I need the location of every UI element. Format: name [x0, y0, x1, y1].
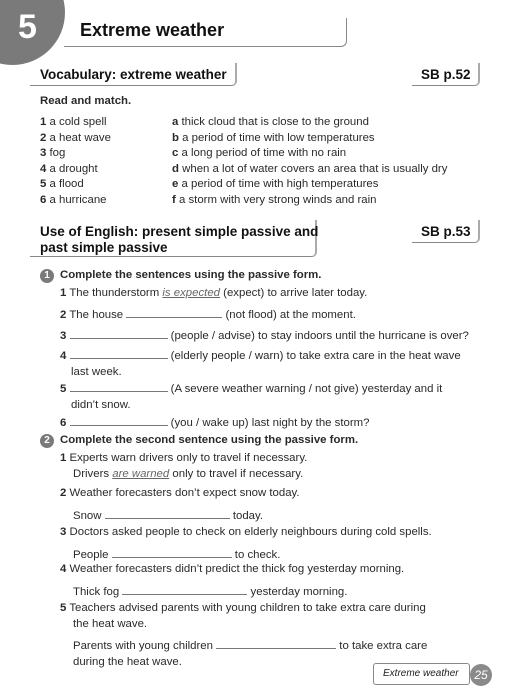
list-item: e a period of time with high temperatures	[172, 178, 379, 190]
ex1-item-3: 3 (people / advise) to stay indoors until the hurricane is over?	[60, 327, 469, 345]
list-item: d when a lot of water covers an area that is usually dry	[172, 162, 448, 175]
list-item: b a period of time with low temperatures	[172, 131, 375, 144]
ex1-item-6: 6 (you / wake up) last night by the storm?	[60, 414, 369, 432]
answer-blank[interactable]	[122, 583, 247, 595]
vocab-instruction: Read and match.	[40, 95, 132, 107]
list-item: 4 a drought	[40, 162, 98, 175]
exercise-2-number: 2	[40, 434, 54, 448]
vocab-heading: Vocabulary: extreme weather	[40, 67, 227, 82]
page-number: 25	[470, 664, 492, 686]
list-item: c a long period of time with no rain	[172, 147, 347, 159]
exercise-2-instruction: Complete the second sentence using the passive form.	[60, 434, 359, 446]
list-item: 2 a heat wave	[40, 131, 111, 144]
ex1-item-1: 1 The thunderstorm is expected (expect) to arrive later today.	[60, 287, 368, 299]
answer-blank[interactable]	[70, 414, 168, 426]
list-item: 3 fog	[40, 147, 66, 159]
answer-blank[interactable]	[216, 637, 336, 649]
vocab-right-list	[172, 115, 447, 208]
list-item: a thick cloud that is close to the ground	[172, 116, 369, 128]
vocab-sb-ref: SB p.52	[421, 67, 471, 82]
ex1-item-5: 5 (A severe weather warning / not give) yesterday and it didn’t snow.	[60, 380, 442, 413]
answer-blank[interactable]	[70, 347, 168, 359]
ex2-item-3: 3 Doctors asked people to check on elderly neighbours during cold spells. People to check.	[60, 526, 432, 561]
unit-number: 5	[18, 8, 37, 46]
answer-text: is expected	[162, 287, 221, 299]
answer-blank[interactable]	[126, 306, 222, 318]
ex2-item-5: 5 Teachers advised parents with young children to take extra care during the heat wave. Parents with young children to take extra care during the heat wave.	[60, 602, 428, 668]
grammar-sb-ref: SB p.53	[421, 224, 471, 239]
answer-text: are warned	[112, 467, 170, 480]
list-item: 1 a cold spell	[40, 116, 107, 128]
answer-blank[interactable]	[70, 380, 168, 392]
ex2-item-2: 2 Weather forecasters don’t expect snow today. Snow today.	[60, 487, 300, 522]
grammar-heading: Use of English: present simple passive and past simple passive	[40, 224, 319, 255]
answer-blank[interactable]	[70, 327, 168, 339]
page-title: Extreme weather	[80, 20, 225, 40]
list-item: 6 a hurricane	[40, 193, 107, 206]
ex1-item-4: 4 (elderly people / warn) to take extra care in the heat wave last week.	[60, 347, 461, 380]
exercise-1-instruction: Complete the sentences using the passive form.	[60, 269, 322, 281]
list-item: 5 a flood	[40, 178, 84, 190]
vocab-left-list	[40, 115, 111, 208]
footer-label: Extreme weather	[383, 668, 459, 679]
list-item: f a storm with very strong winds and rain	[172, 193, 377, 206]
ex2-item-4: 4 Weather forecasters didn’t predict the thick fog yesterday morning. Thick fog yesterday morning.	[60, 563, 405, 598]
ex2-item-1: 1 Experts warn drivers only to travel if necessary. Drivers are warned only to travel if necessary.	[60, 452, 308, 480]
answer-blank[interactable]	[105, 507, 230, 519]
ex1-item-2: 2 The house (not flood) at the moment.	[60, 306, 356, 324]
answer-blank[interactable]	[112, 546, 232, 558]
exercise-1-number: 1	[40, 269, 54, 283]
